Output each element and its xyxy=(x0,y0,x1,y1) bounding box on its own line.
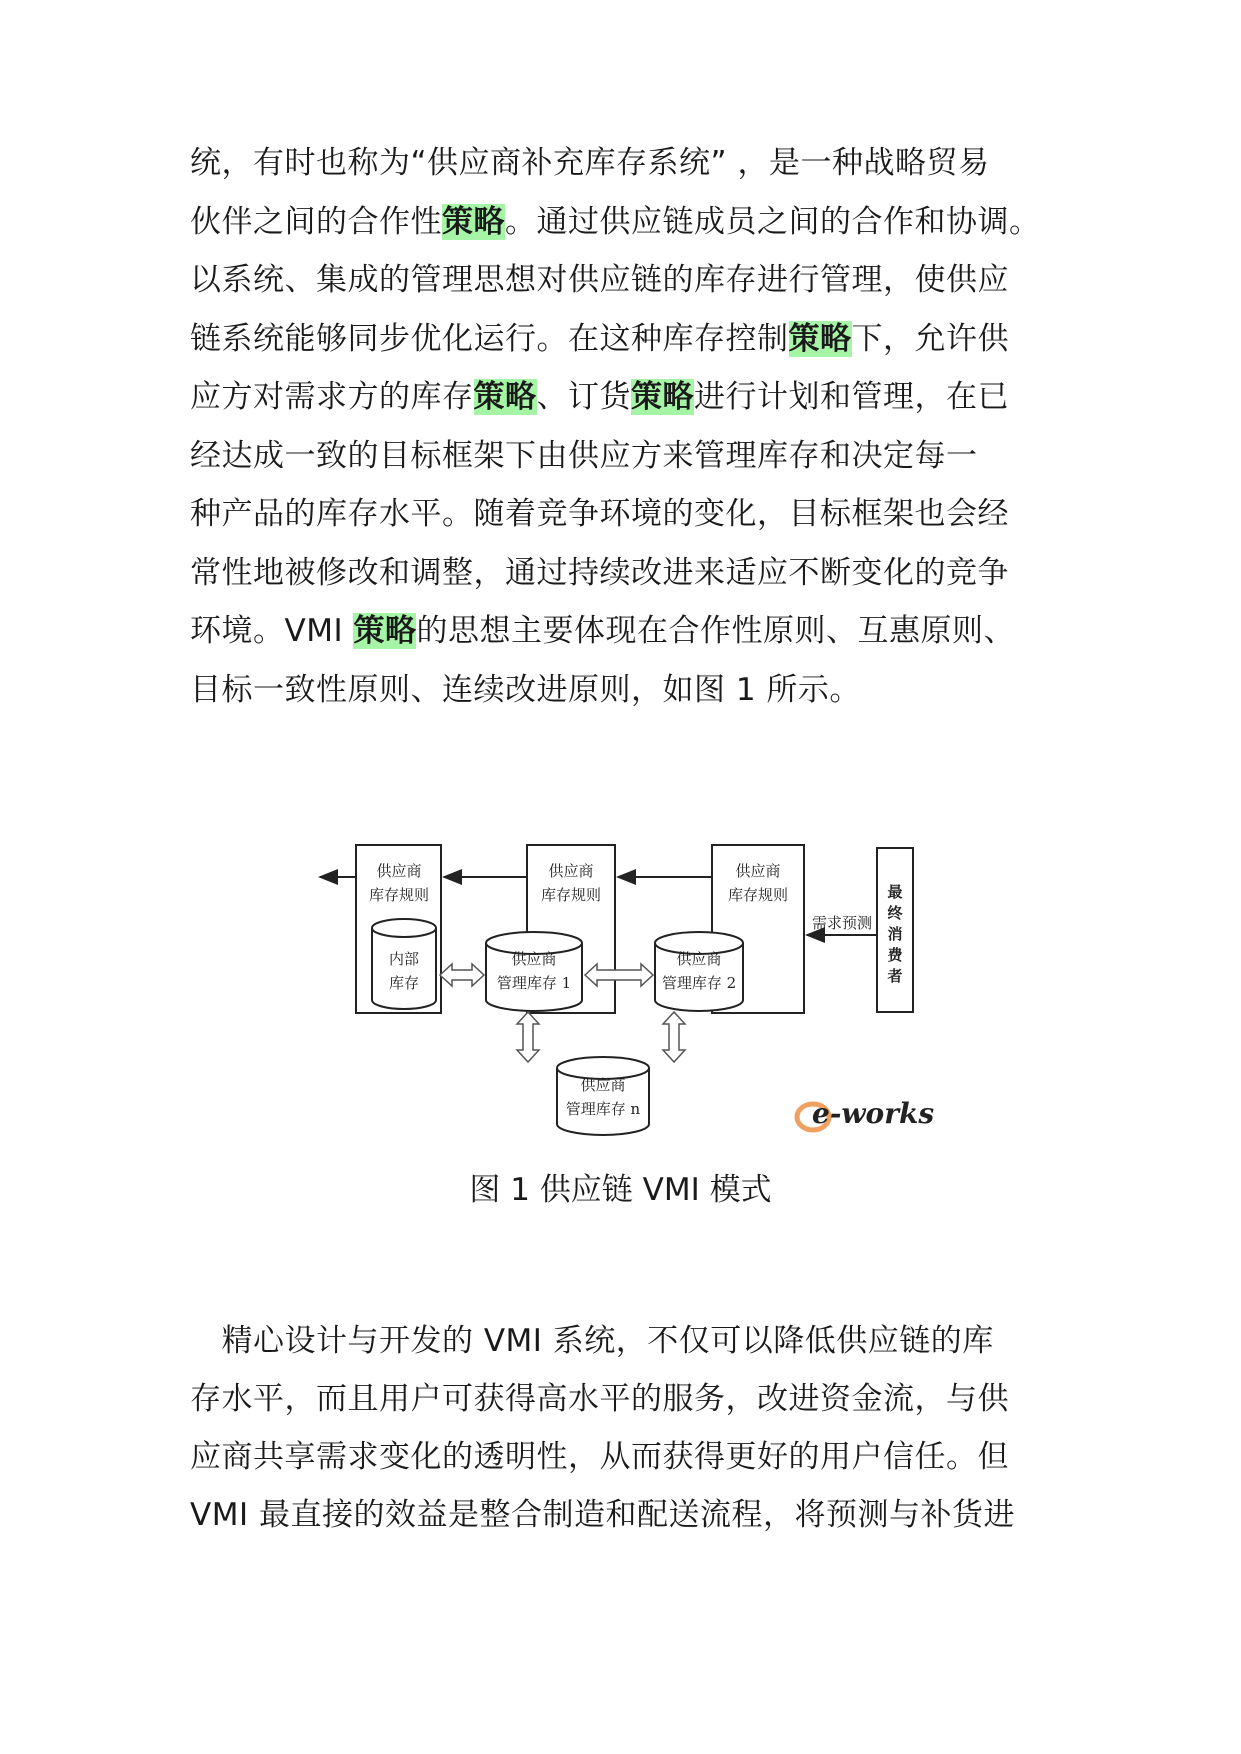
text-segment: 下，允许供 xyxy=(851,320,1009,357)
highlighted-term: 策略 xyxy=(442,203,505,240)
text-line xyxy=(190,1493,1015,1537)
vmi-inventory-2-cylinder xyxy=(655,932,743,1011)
text-line xyxy=(190,1435,1009,1479)
text-segment: 进行计划和管理，在已 xyxy=(694,379,1009,415)
exchange-arrow-3 xyxy=(517,1012,539,1062)
svg-text:消: 消 xyxy=(887,925,903,943)
exchange-arrow-1 xyxy=(440,964,484,986)
text-segment: 精心设计与开发的 VMI 系统，不仅可以降低供应链的库 xyxy=(190,1323,994,1359)
text-segment: 以系统、集成的管理思想对供应链的库存进行管理，使供应 xyxy=(190,262,1009,298)
highlighted-term: 策略 xyxy=(353,613,417,649)
text-segment: 伙伴之间的合作性 xyxy=(190,203,442,240)
text-segment: 环境。VMI xyxy=(190,613,354,649)
vmi1-label-1: 供应商 xyxy=(511,950,557,968)
consumer-label xyxy=(887,883,903,985)
box1-label-1: 供应商 xyxy=(376,862,422,880)
svg-text:最: 最 xyxy=(887,883,903,901)
text-segment: 存水平，而且用户可获得高水平的服务，改进资金流，与供 xyxy=(190,1381,1009,1417)
vmi1-label-2: 管理库存 1 xyxy=(496,974,572,992)
text-segment: 、订货 xyxy=(536,379,631,415)
text-segment: 目标一致性原则、连续改进原则，如图 1 所示。 xyxy=(190,671,861,708)
svg-text:者: 者 xyxy=(887,967,903,985)
figure-caption: 图 1 供应链 VMI 模式 xyxy=(469,1172,772,1208)
text-segment: 应商共享需求变化的透明性，从而获得更好的用户信任。但 xyxy=(190,1439,1009,1475)
box1-label-2: 库存规则 xyxy=(368,886,430,904)
svg-text:e-works: e-works xyxy=(812,1097,935,1130)
vmi2-label-2: 管理库存 2 xyxy=(661,974,737,992)
exchange-arrow-2 xyxy=(585,964,653,986)
text-segment: VMI 最直接的效益是整合制造和配送流程，将预测与补货进 xyxy=(190,1497,1015,1533)
text-segment: 种产品的库存水平。随着竞争环境的变化，目标框架也会经 xyxy=(190,496,1009,532)
box3-label-2: 库存规则 xyxy=(727,886,789,904)
forecast-label: 需求预测 xyxy=(811,914,873,932)
eworks-logo xyxy=(797,1097,934,1130)
svg-text:费: 费 xyxy=(887,946,903,964)
box2-label-1: 供应商 xyxy=(548,862,594,880)
text-segment: 统，有时也称为“供应商补充库存系统” ，是一种战略贸易 xyxy=(190,145,990,181)
box3-label-1: 供应商 xyxy=(735,862,781,880)
vmi2-label-1: 供应商 xyxy=(676,950,722,968)
text-segment: 应方对需求方的库存 xyxy=(190,379,474,415)
vmin-label-1: 供应商 xyxy=(580,1076,626,1094)
text-segment: 。通过供应链成员之间的合作和协调。 xyxy=(505,203,1041,240)
internal-label-1: 内部 xyxy=(388,950,420,968)
text-segment: 常性地被修改和调整，通过持续改进来适应不断变化的竞争 xyxy=(190,554,1009,591)
svg-text:终: 终 xyxy=(887,904,903,922)
box2-label-2: 库存规则 xyxy=(540,886,602,904)
internal-label-2: 库存 xyxy=(388,974,420,992)
highlighted-term: 策略 xyxy=(631,379,694,415)
exchange-arrow-4 xyxy=(663,1012,685,1062)
text-segment: 的思想主要体现在合作性原则、互惠原则、 xyxy=(416,613,1015,649)
text-segment: 链系统能够同步优化运行。在这种库存控制 xyxy=(190,320,789,357)
highlighted-term: 策略 xyxy=(473,379,537,415)
vmi-inventory-n-cylinder xyxy=(557,1057,649,1135)
highlighted-term: 策略 xyxy=(788,320,852,357)
text-segment: 经达成一致的目标框架下由供应方来管理库存和决定每一 xyxy=(190,437,978,474)
text-line xyxy=(190,1319,994,1363)
text-line xyxy=(190,1377,1009,1421)
vmi-inventory-1-cylinder xyxy=(486,932,582,1011)
vmin-label-2: 管理库存 n xyxy=(565,1100,641,1118)
